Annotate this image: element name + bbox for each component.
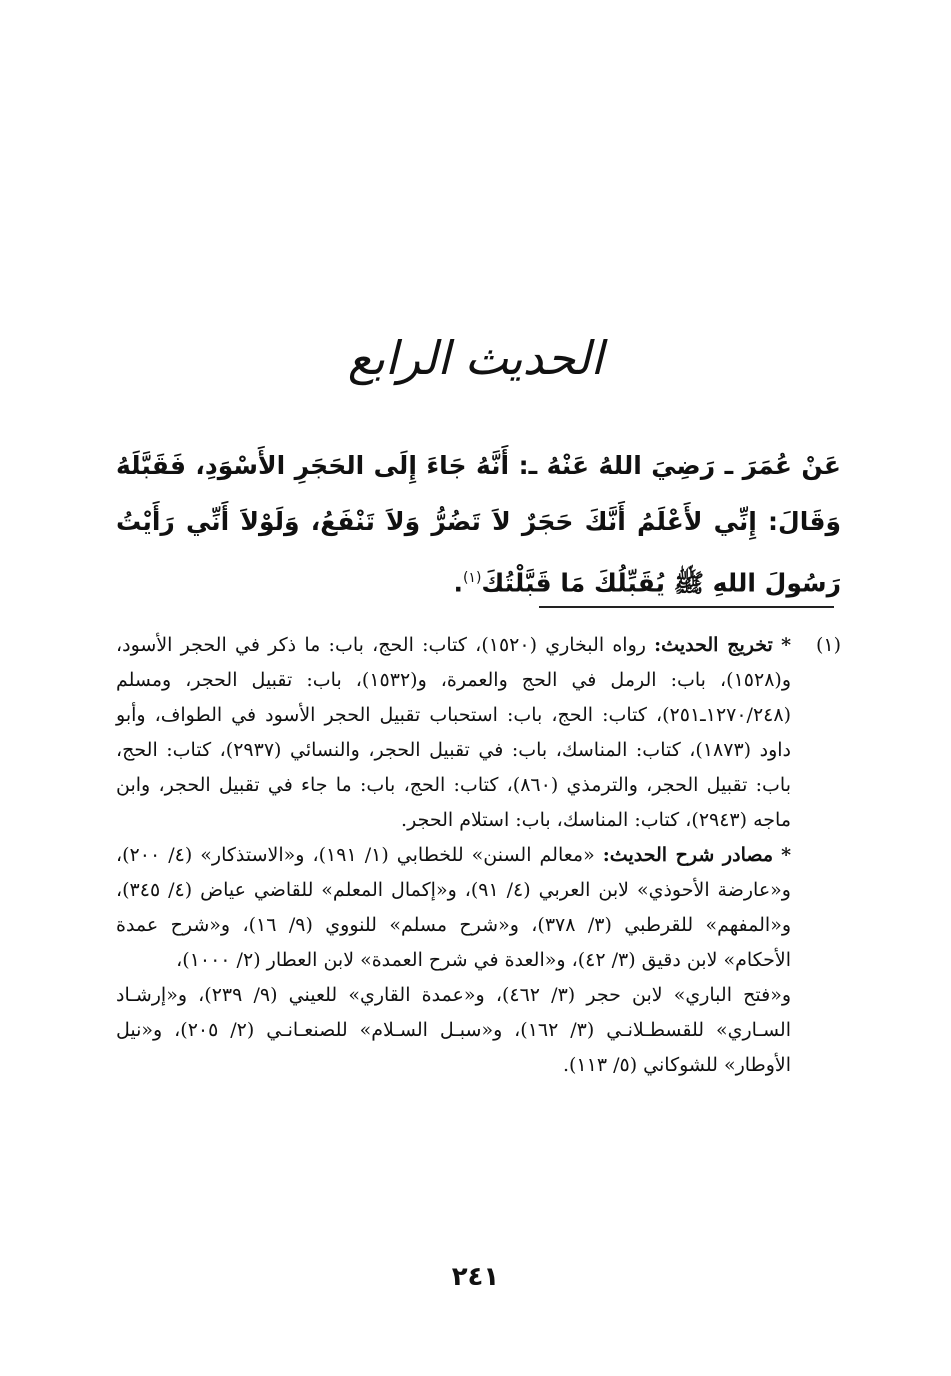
footnote-reference[interactable]: (١) — [462, 570, 482, 586]
takhrij-paragraph — [116, 628, 791, 838]
masadir-heading: مصادر شرح الحديث: — [602, 844, 774, 866]
masadir-paragraph — [116, 838, 791, 978]
takhrij-text: رواه البخاري (١٥٢٠)، كتاب: الحج، باب: ما ذكر في الحجر الأسود، و(١٥٢٨)، باب: الرمل في الحج والعمرة، و(١٥٣٢)، باب: تقبيل الحجر، ومسلم (١٢٧٠/٢٤٨ـ٢٥١)، كتاب: الحج، باب: استحباب تقبيل الحجر الأسود في الطواف، وأبو داود (١٨٧٣)، كتاب: المناسك، باب: في تقبيل الحجر، والنسائي (٢٩٣٧)، كتاب: الحج، باب: تقبيل الحجر، والترمذي (٨٦٠)، كتاب: الحج، باب: ما جاء في تقبيل الحجر، وابن ماجه (٢٩٤٣)، كتاب: المناسك، باب: استلام الحجر. — [116, 634, 791, 831]
page-number: ٢٤١ — [451, 1262, 500, 1292]
footnote-separator — [539, 606, 834, 608]
footnotes-section — [116, 628, 841, 1083]
footnote-number: (١) — [815, 634, 841, 656]
hadith-body: عَنْ عُمَرَ ـ رَضِيَ اللهُ عَنْهُ ـ: أَنَّهُ جَاءَ إِلَى الحَجَرِ الأَسْوَدِ، فَقَبَّلَهُ وَقَالَ: إِنِّي لأَعْلَمُ أَنَّكَ حَجَرٌ لاَ تَضُرُّ وَلاَ تَنْفَعُ، وَلَوْلاَ أَنِّي رَأَيْتُ رَسُولَ اللهِ ﷺ يُقَبِّلُكَ مَا قَبَّلْتُكَ — [116, 451, 841, 598]
hadith-end-mark: . — [453, 568, 463, 598]
chapter-title: الحديث الرابع — [347, 331, 604, 385]
star-marker: * — [781, 844, 791, 866]
footnote-item — [116, 628, 841, 1083]
masadir-continuation: و«فتح الباري» لابن حجر (٣/ ٤٦٢)، و«عمدة القاري» للعيني (٩/ ٢٣٩)، و«إرشـاد السـاري» للقسطـلانـي (٣/ ١٦٢)، و«سبـل السـلام» للصنعـانـي (٢/ ٢٠٥)، و«نيل الأوطار» للشوكاني (٥/ ١١٣). — [116, 984, 792, 1076]
hadith-text — [116, 438, 841, 611]
footnote-body — [116, 628, 791, 1083]
star-marker: * — [781, 634, 791, 656]
masadir-text-1: «معالم السنن» للخطابي (١/ ١٩١)، و«الاستذكار» (٤/ ٢٠٠)، و«عارضة الأحوذي» لابن العربي (٤/ ٩١)، و«إكمال المعلم» للقاضي عياض (٤/ ٣٤٥)، و«المفهم» للقرطبي (٣/ ٣٧٨)، و«شرح مسلم» للنووي (٩/ ١٦)، و«شرح عمدة الأحكام» لابن دقيق (٣/ ٤٢)، و«العدة في شرح العمدة» لابن العطار (٢/ ١٠٠٠)، — [116, 844, 791, 971]
takhrij-heading: تخريج الحديث: — [654, 634, 773, 656]
